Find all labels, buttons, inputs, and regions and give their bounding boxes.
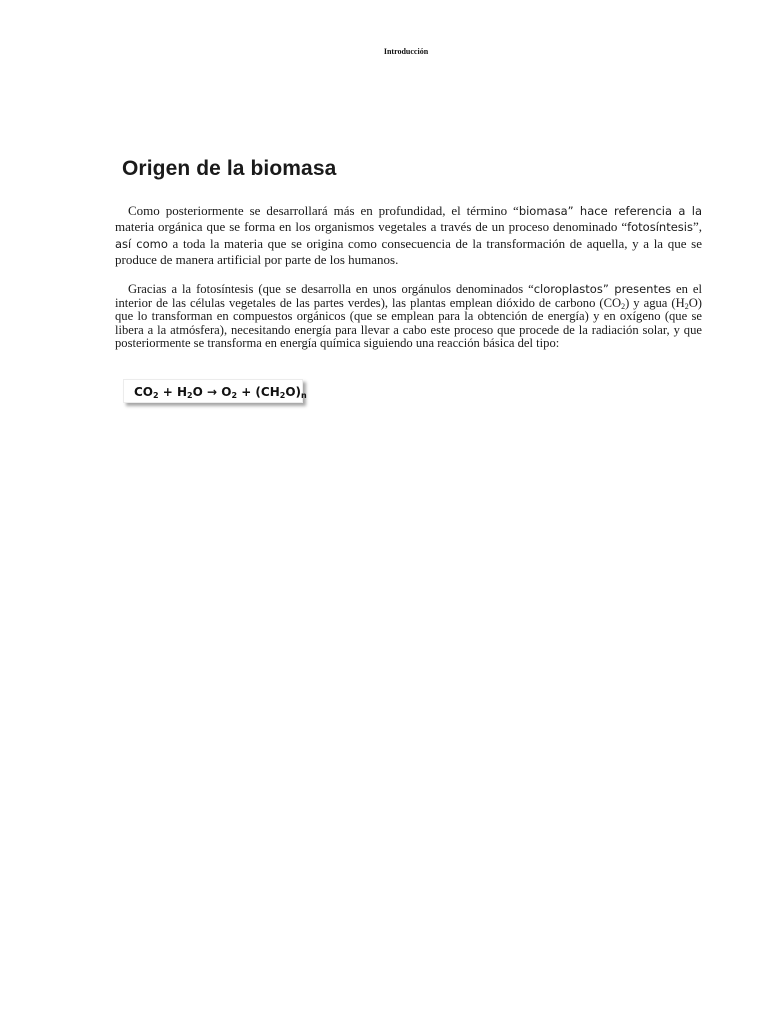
p2-sub-1: 2 (621, 301, 626, 311)
p1-text-2: biomasa” hace referencia a la (518, 204, 702, 218)
paragraph-photosynthesis (115, 283, 702, 351)
p1-text-5: ”, (692, 219, 702, 235)
formula-part-4: + (CH (237, 385, 280, 399)
p2-text-1: Gracias a la fotosíntesis (que se desarrolla en unos orgánulos denominados “ (128, 282, 534, 296)
formula-sub-1: 2 (153, 391, 159, 400)
p2-text-3: en el interior de las células vegetales de las partes verdes), las plantas emplean dióxido de carbono (CO (115, 282, 702, 310)
running-header: Introducción (383, 47, 429, 56)
formula-sub-3: 2 (231, 391, 238, 400)
p2-text-5: O) que lo transforman en compuestos orgánicos (que se emplean para la obtención de energía) y en oxígeno (que se libera a la atmósfera), necesitando energía para llevar a cabo este proceso que procede de la radiación solar, y que posteriormente se transforma en energía química siguiendo una reacción básica del tipo: (115, 295, 702, 351)
paragraph-origin-definition (115, 203, 702, 269)
photosynthesis-formula (123, 379, 307, 403)
formula-sub-2: 2 (187, 391, 193, 400)
formula-part-5: O) (285, 385, 302, 399)
p1-text-4: fotosíntesis (627, 220, 693, 235)
p2-text-4: ) y agua (H (625, 295, 685, 310)
section-title: Origen de la biomasa (122, 157, 337, 180)
formula-sub-5: n (301, 391, 307, 400)
p1-text-1: Como posteriormente se desarrollará más en profundidad, el término “ (128, 203, 519, 218)
formula-part-3: O → O (192, 385, 232, 399)
p1-text-6: así como (115, 236, 168, 251)
formula-part-1: CO (134, 385, 154, 399)
formula-part-2: + H (158, 385, 188, 399)
p1-text-3: materia orgánica que se forma en los organismos vegetales a través de un proceso denominado “ (115, 219, 628, 235)
p1-text-7: a toda la materia que se origina como consecuencia de la transformación de aquella, y a la que se produce de manera artificial por parte de los humanos. (115, 235, 702, 268)
p2-text-2: cloroplastos” presentes (533, 282, 672, 296)
formula-sub-4: 2 (279, 391, 286, 400)
p2-sub-2: 2 (684, 301, 689, 311)
